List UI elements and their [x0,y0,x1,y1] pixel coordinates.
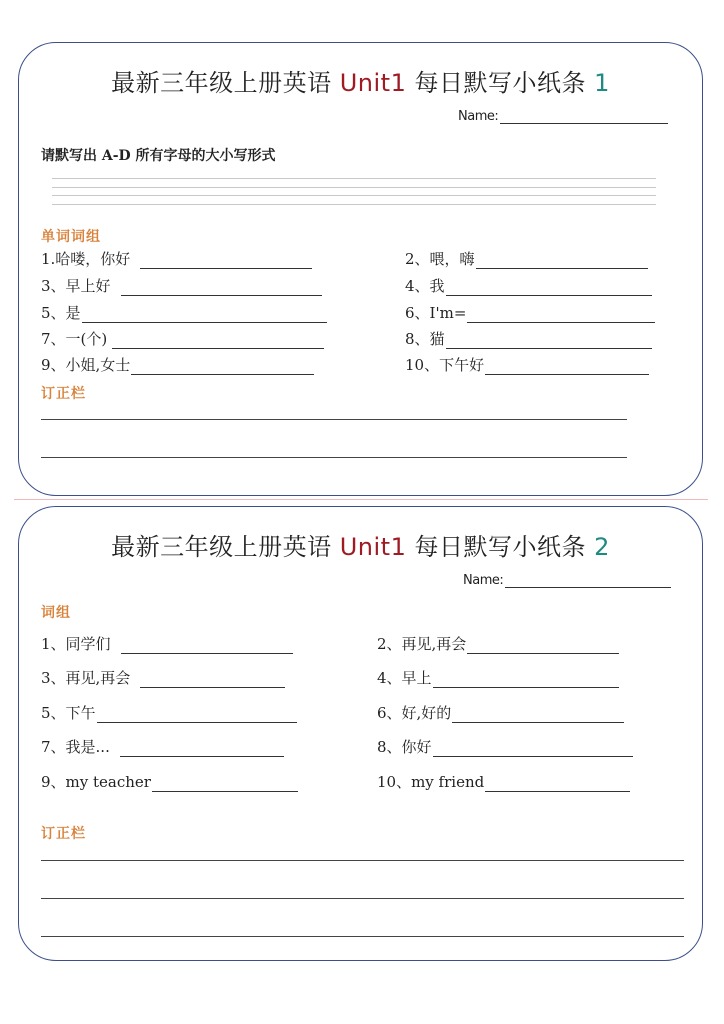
card2-item-1 [41,633,293,654]
card1-item-1-label: 1.哈喽，你好 [41,250,131,268]
card1-item-10-blank[interactable] [485,360,649,375]
card2-item-4-blank[interactable] [433,673,619,688]
card2-title-number: 2 [594,533,610,561]
card2-correction-line-2[interactable] [41,898,684,899]
card1-item-4-blank[interactable] [446,281,652,296]
card1-item-3-label: 3、早上好 [41,277,111,295]
card2-correction-line-1[interactable] [41,860,684,861]
card2-item-2-label: 2、再见,再会 [377,635,467,653]
card2-item-10 [377,771,630,792]
card2-title-middle: 每日默写小纸条 [406,533,595,561]
card2-item-9 [41,771,298,792]
card2-item-8-blank[interactable] [433,742,633,757]
card2-item-3 [41,667,285,688]
card1-title-unit: Unit1 [339,69,407,97]
card1-item-2-blank[interactable] [476,254,648,269]
card2-item-3-label: 3、再见,再会 [41,669,131,687]
card1-item-9 [41,354,314,375]
card1-item-4 [405,275,652,296]
card2-item-9-label: 9、my teacher [41,773,151,791]
card2-name-row [463,573,671,588]
card1-item-10-label: 10、下午好 [405,356,485,374]
card1-item-3 [41,275,322,296]
card1-letter-guide-lines[interactable] [52,178,656,214]
card2-name-label: Name: [463,573,504,588]
card2-correction-line-3[interactable] [41,936,684,937]
card1-section-words: 单词词组 [41,229,101,245]
card1-item-10 [405,354,649,375]
card2-item-3-blank[interactable] [140,673,285,688]
card1-name-field[interactable] [500,111,668,124]
card1-item-7-blank[interactable] [112,334,324,349]
card1-title-middle: 每日默写小纸条 [406,69,595,97]
card1-item-8-label: 8、猫 [405,330,445,348]
card2-item-7-label: 7、我是... [41,738,110,756]
card2-section-correction: 订正栏 [41,826,86,842]
card1-item-7-label: 7、一(个) [41,330,108,348]
card1-item-5-label: 5、是 [41,304,81,322]
card1-section-correction: 订正栏 [41,386,86,402]
card1-item-6-blank[interactable] [467,308,655,323]
card2-item-7 [41,736,284,757]
card2-item-4 [377,667,619,688]
card1-item-9-label: 9、小姐,女士 [41,356,131,374]
card2-title [19,527,702,562]
card1-instruction: 请默写出 A-D 所有字母的大小写形式 [41,148,276,164]
card2-item-6 [377,702,624,723]
card2-title-unit: Unit1 [339,533,407,561]
card2-item-1-label: 1、同学们 [41,635,111,653]
card2-item-4-label: 4、早上 [377,669,432,687]
card2-item-8-label: 8、你好 [377,738,432,756]
card1-title-prefix: 最新三年级上册英语 [111,69,340,97]
card2-item-5-label: 5、下午 [41,704,96,722]
card1-item-7 [41,328,324,349]
card2-item-6-label: 6、好,好的 [377,704,452,722]
card1-item-8-blank[interactable] [446,334,652,349]
card2-item-6-blank[interactable] [452,708,624,723]
card1-item-2 [405,248,648,269]
card1-item-3-blank[interactable] [121,281,322,296]
card1-name-label: Name: [458,109,499,124]
card1-item-8 [405,328,652,349]
card1-item-9-blank[interactable] [131,360,314,375]
card2-item-2-blank[interactable] [467,639,619,654]
card2-name-field[interactable] [505,575,671,588]
card1-title-number: 1 [594,69,610,97]
card2-section-phrases: 词组 [41,605,71,621]
card1-correction-line-1[interactable] [41,419,627,420]
card1-item-5 [41,302,327,323]
card2-item-5-blank[interactable] [97,708,297,723]
card1-correction-line-2[interactable] [41,457,627,458]
card1-item-4-label: 4、我 [405,277,445,295]
dictation-card-1 [18,42,703,496]
card2-item-5 [41,702,297,723]
cut-line [14,499,708,500]
card2-title-prefix: 最新三年级上册英语 [111,533,340,561]
card1-item-5-blank[interactable] [82,308,327,323]
card2-item-1-blank[interactable] [121,639,293,654]
dictation-card-2 [18,506,703,961]
card2-item-2 [377,633,619,654]
card1-item-1-blank[interactable] [140,254,312,269]
card1-name-row [458,109,668,124]
card1-item-6-label: 6、I'm= [405,304,467,322]
card2-item-9-blank[interactable] [152,777,298,792]
card1-item-1 [41,248,312,269]
card1-title [19,63,702,98]
card1-item-6 [405,302,655,323]
card2-item-10-label: 10、my friend [377,773,485,791]
card2-item-10-blank[interactable] [485,777,630,792]
card1-item-2-label: 2、喂，嗨 [405,250,475,268]
card2-item-8 [377,736,633,757]
card2-item-7-blank[interactable] [120,742,284,757]
